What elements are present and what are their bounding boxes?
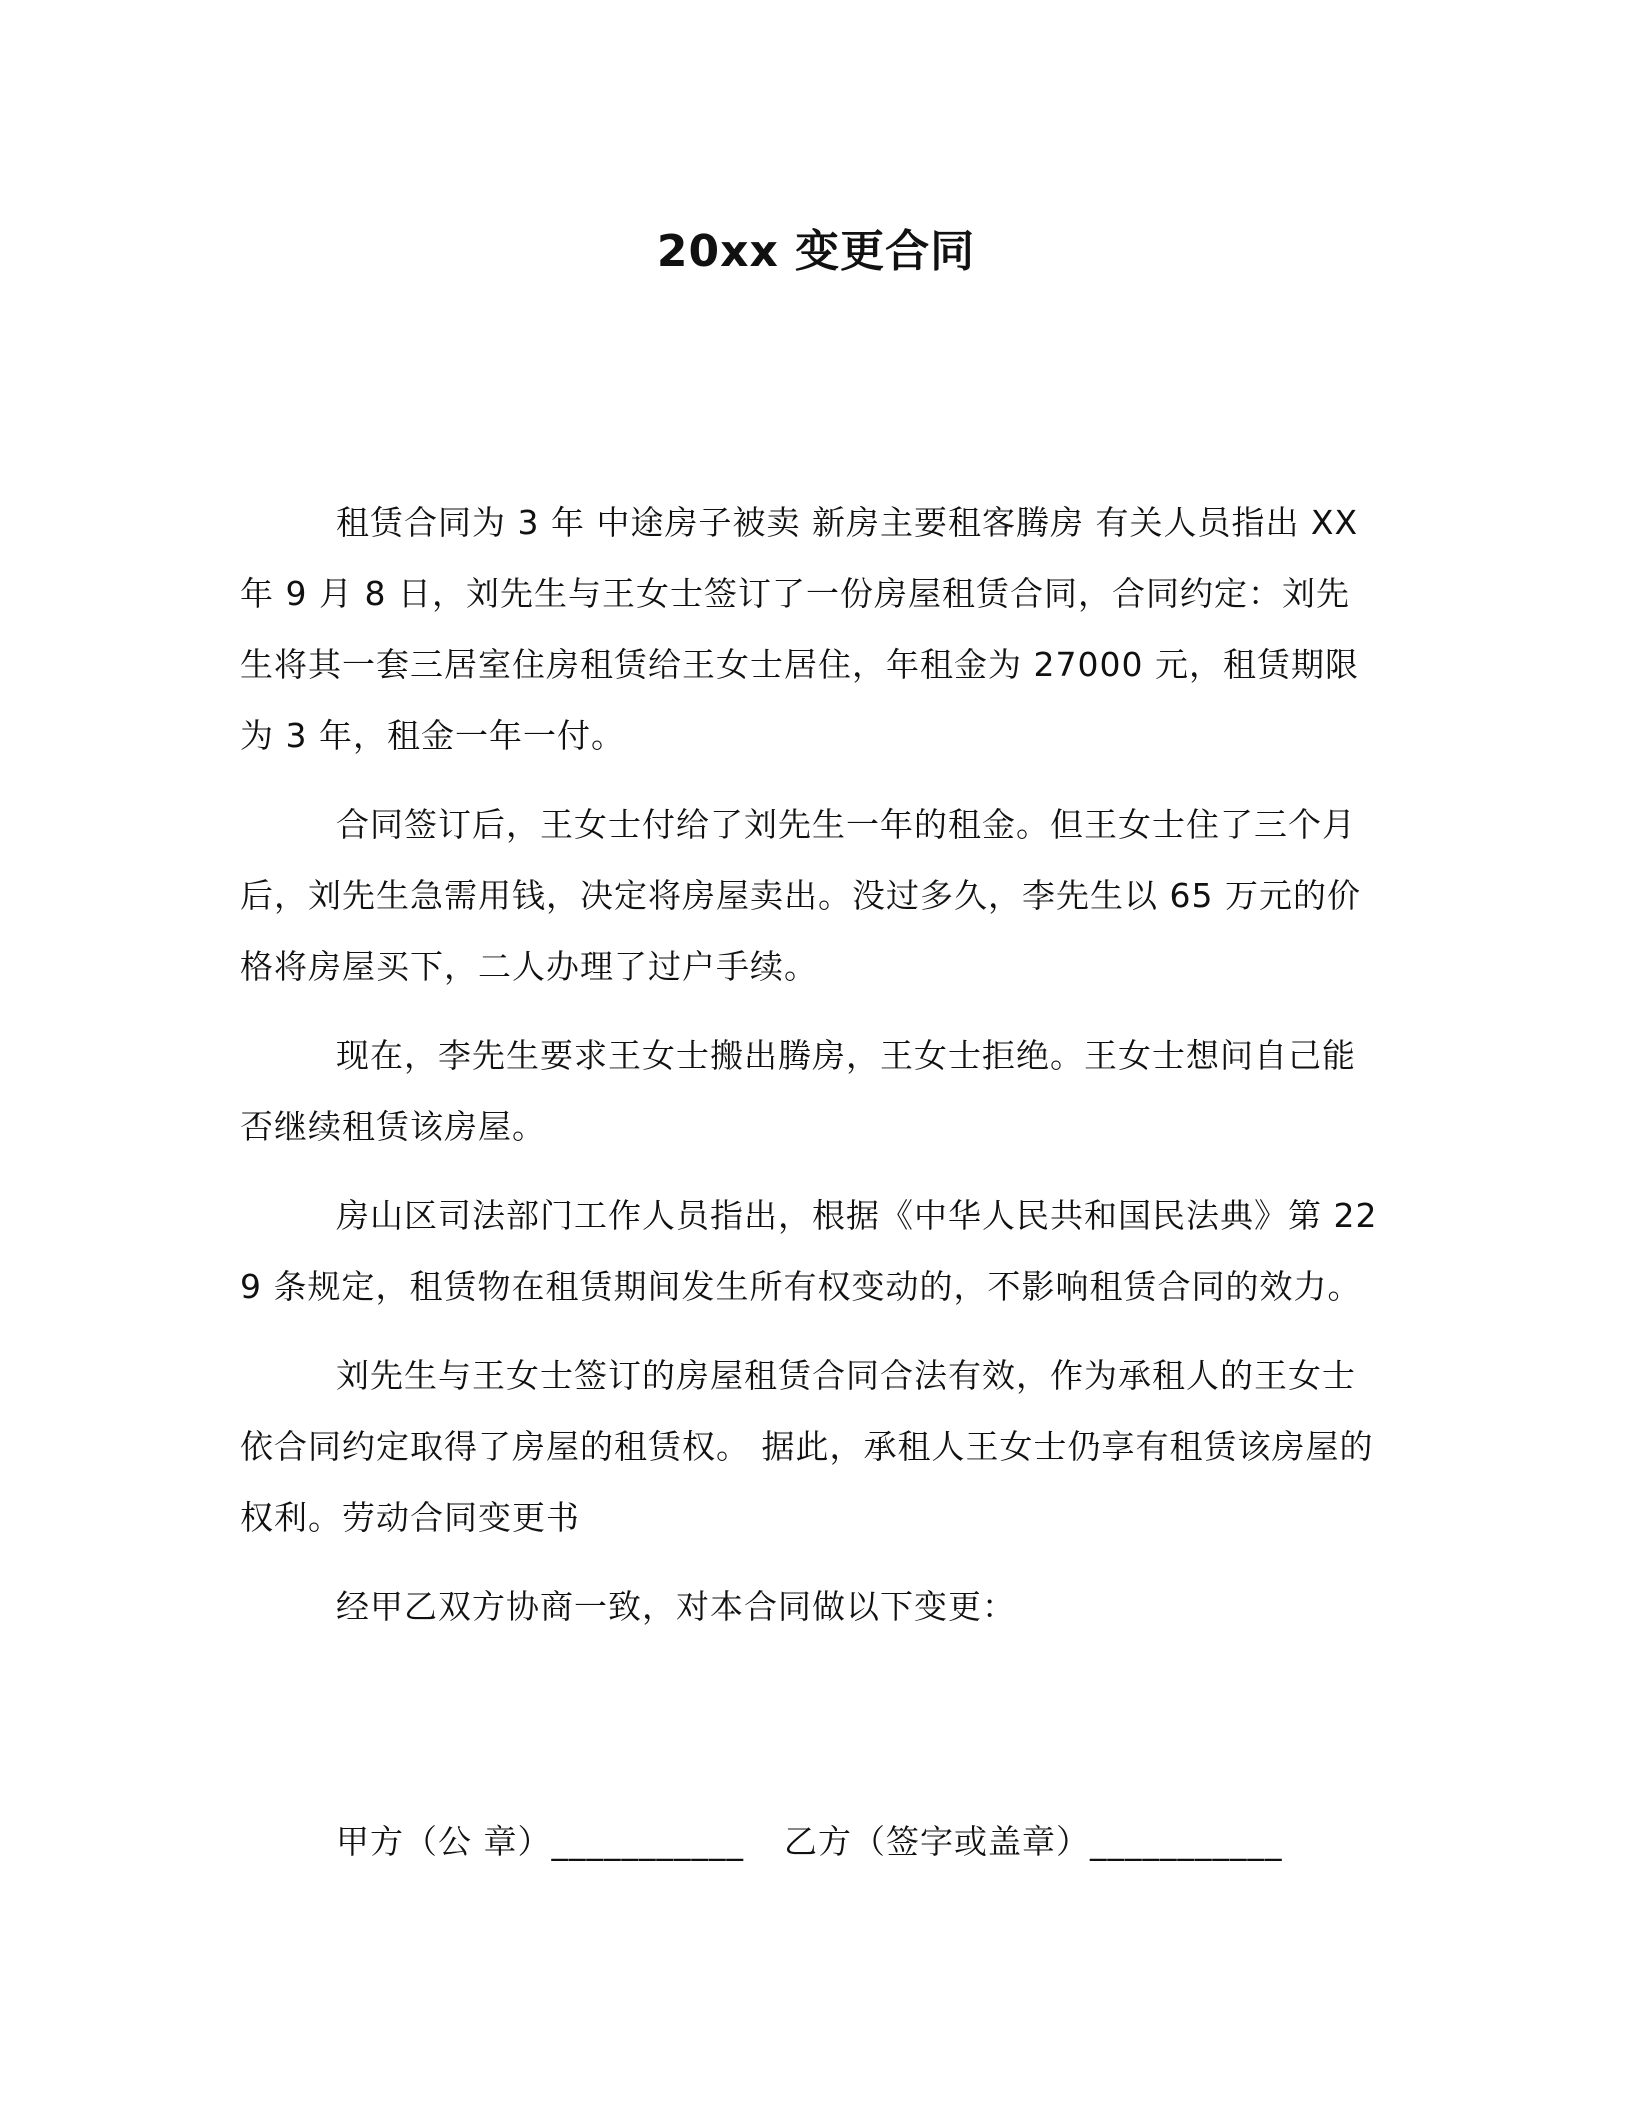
paragraph-5: 刘先生与王女士签订的房屋租赁合同合法有效，作为承租人的王女士依合同约定取得了房屋的租赁权。 据此，承租人王女士仍享有租赁该房屋的权利。劳动合同变更书 [240, 1356, 1374, 1537]
party-b-signature: 乙方（签字或盖章）___________ [784, 1822, 1283, 1861]
paragraph-6: 经甲乙双方协商一致，对本合同做以下变更： [336, 1587, 1016, 1626]
paragraph-4: 房山区司法部门工作人员指出，根据《中华人民共和国民法典》第 229 条规定，租赁物在租赁期间发生所有权变动的，不影响租赁合同的效力。 [240, 1196, 1378, 1306]
paragraph-1: 租赁合同为 3 年 中途房子被卖 新房主要租客腾房 有关人员指出 XX 年 9 月 8 日，刘先生与王女士签订了一份房屋租赁合同，合同约定：刘先生将其一套三居室住房租赁给王女士居住，年租金为 27000 元，租赁期限为 3 年，租金一年一付。 [240, 503, 1359, 755]
paragraph-2: 合同签订后，王女士付给了刘先生一年的租金。但王女士住了三个月后，刘先生急需用钱，决定将房屋卖出。没过多久，李先生以 65 万元的价格将房屋买下，二人办理了过户手续。 [240, 805, 1361, 986]
party-a-signature: 甲方（公 章）___________ [336, 1822, 744, 1861]
document-title: 20xx 变更合同 [656, 226, 976, 277]
document-body [240, 487, 1380, 1660]
paragraph-3: 现在，李先生要求王女士搬出腾房，王女士拒绝。王女士想问自己能否继续租赁该房屋。 [240, 1036, 1356, 1146]
signature-line [336, 1812, 1436, 1872]
